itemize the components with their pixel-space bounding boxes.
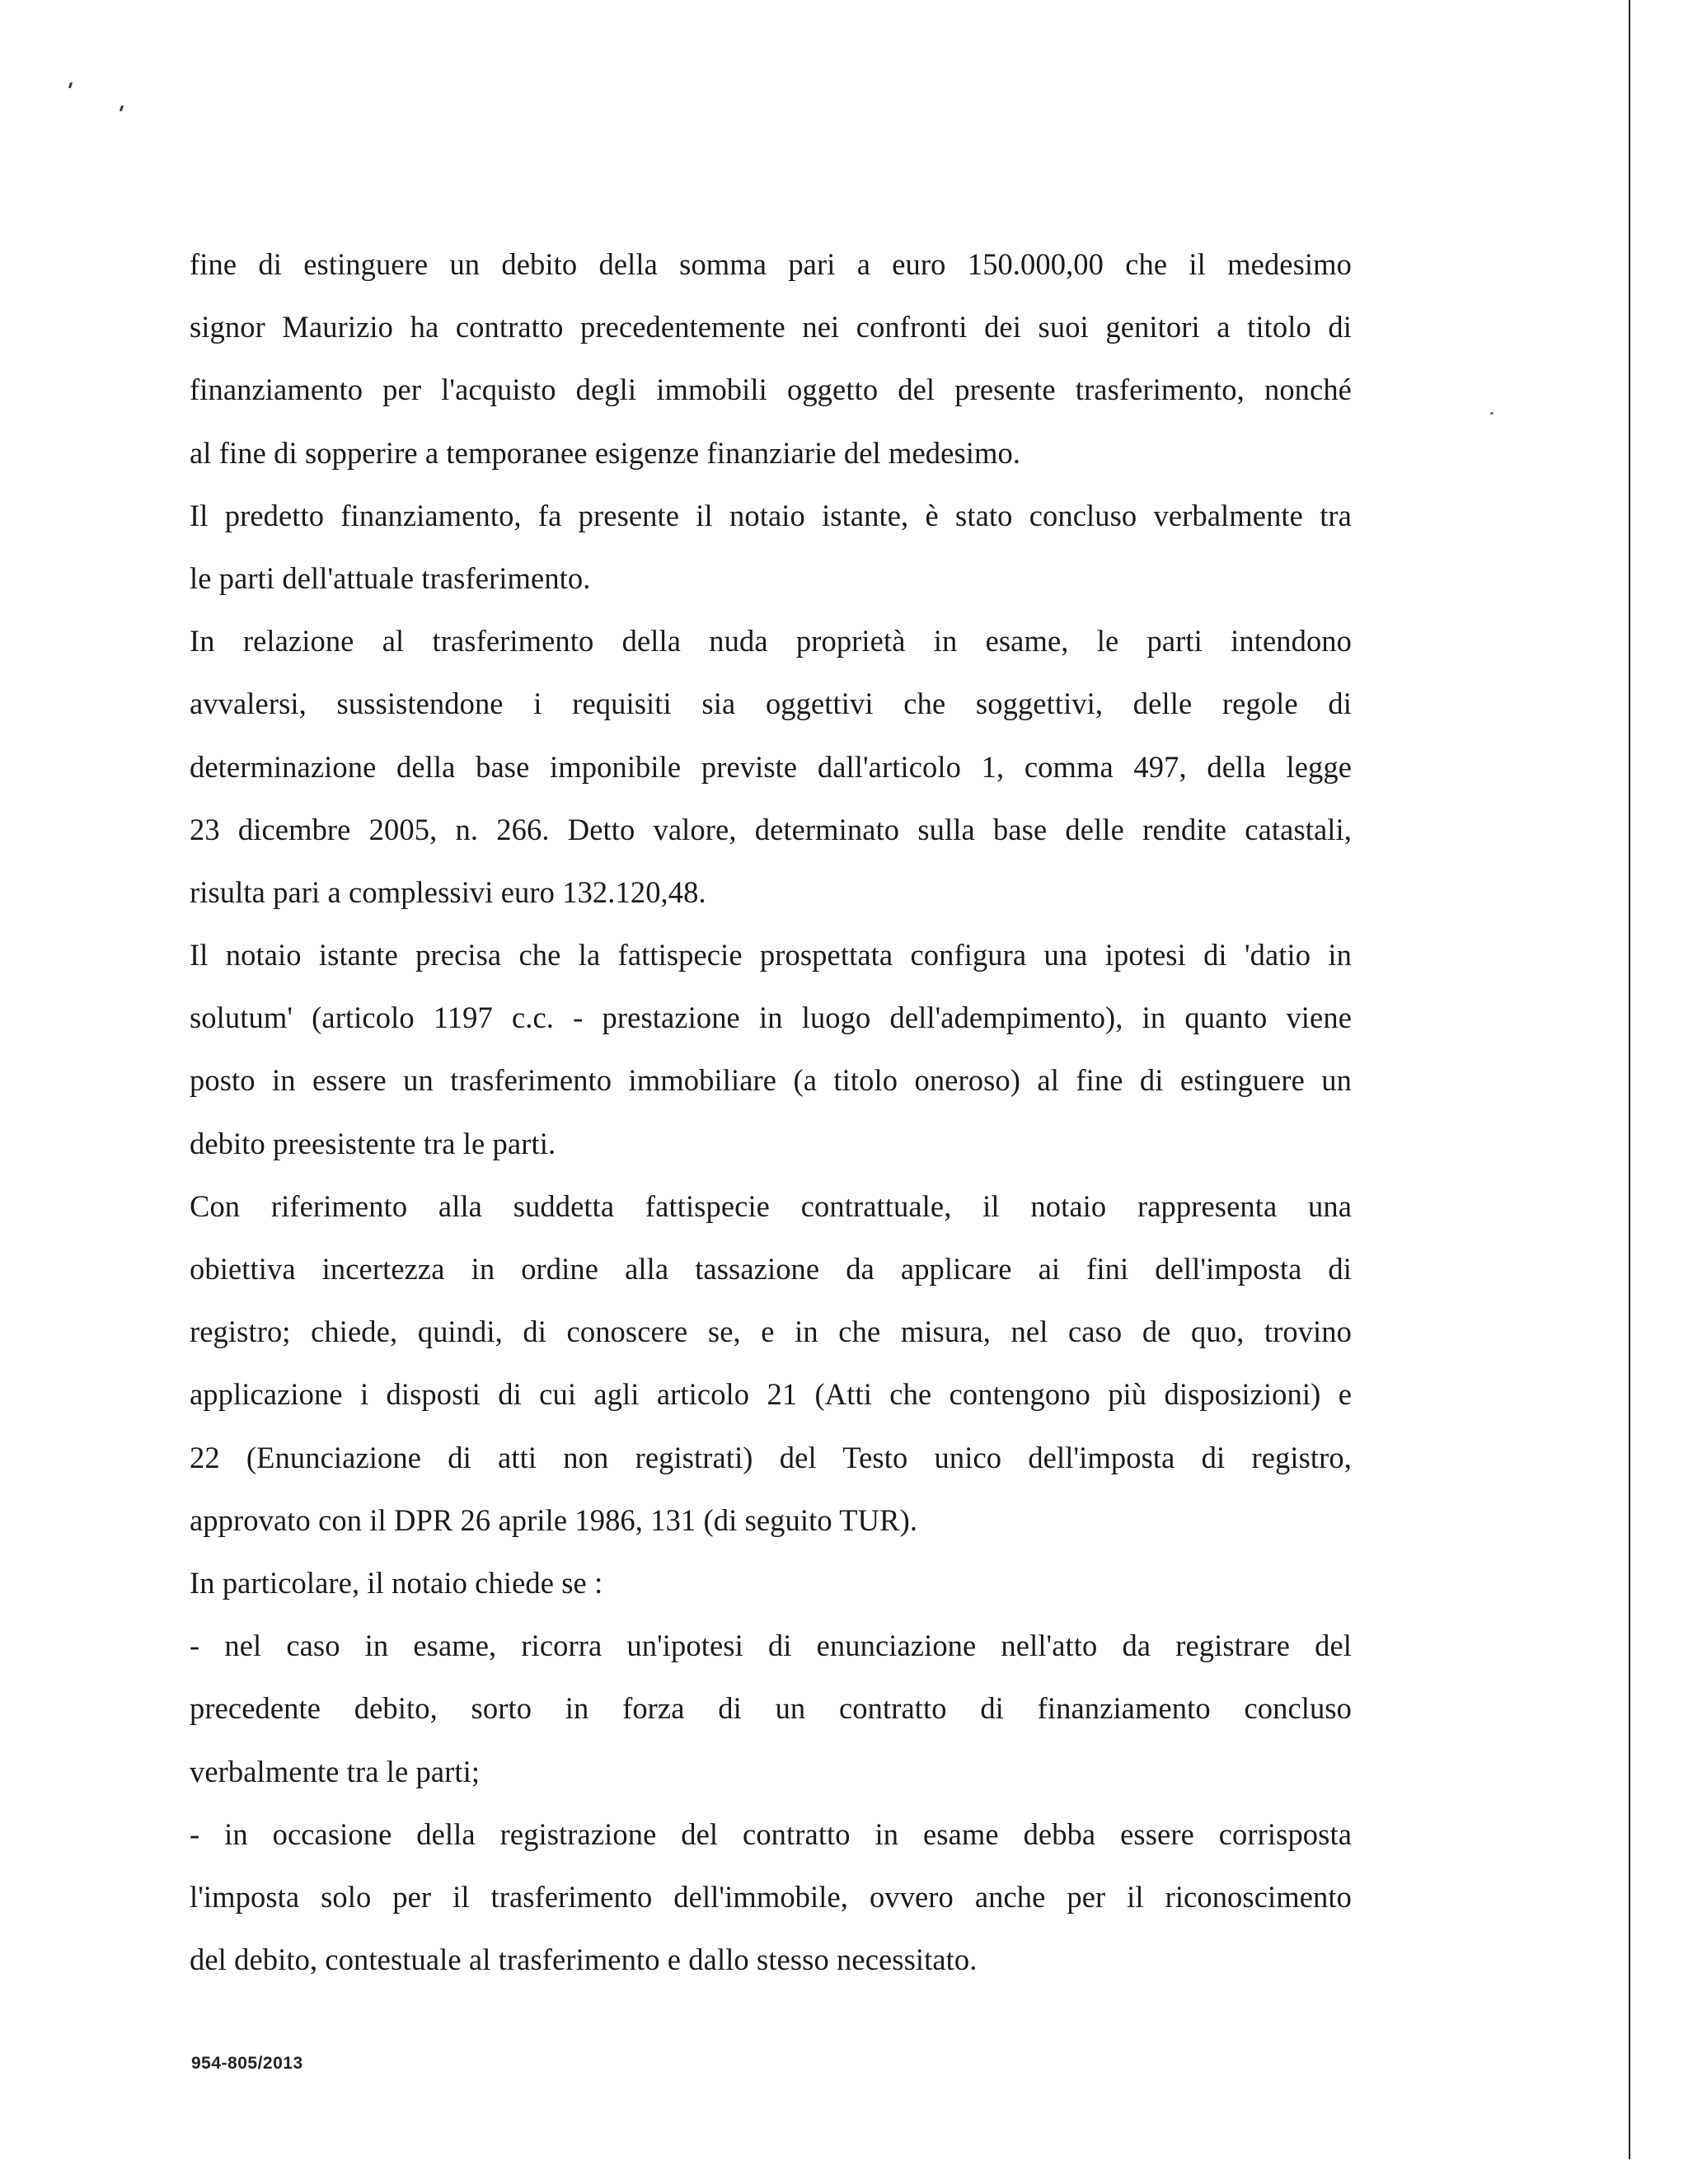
body-text-line: 23 dicembre 2005, n. 266. Detto valore, determinato sulla base delle rendite catastali, bbox=[190, 812, 1352, 846]
body-text-line: posto in essere un trasferimento immobiliare (a titolo oneroso) al fine di estinguere un bbox=[190, 1063, 1352, 1098]
body-text-line: finanziamento per l'acquisto degli immobili oggetto del presente trasferimento, nonché bbox=[190, 373, 1352, 407]
body-text-line: In relazione al trasferimento della nuda proprietà in esame, le parti intendono bbox=[190, 624, 1352, 658]
body-text-line: Il predetto finanziamento, fa presente il notaio istante, è stato concluso verbalmente tra bbox=[190, 498, 1352, 532]
body-text-line: In particolare, il notaio chiede se : bbox=[190, 1565, 603, 1600]
body-text-line: Con riferimento alla suddetta fattispecie contrattuale, il notaio rappresenta una bbox=[190, 1188, 1352, 1223]
body-text-line: applicazione i disposti di cui agli articolo 21 (Atti che contengono più disposizioni) e bbox=[190, 1377, 1352, 1412]
scan-speck bbox=[1490, 412, 1493, 415]
body-text-line: fine di estinguere un debito della somma pari a euro 150.000,00 che il medesimo bbox=[190, 247, 1352, 281]
body-text-line: verbalmente tra le parti; bbox=[190, 1754, 481, 1788]
body-text-line: debito preesistente tra le parti. bbox=[190, 1126, 556, 1160]
body-text-line: solutum' (articolo 1197 c.c. - prestazione in luogo dell'adempimento), in quanto viene bbox=[190, 1001, 1352, 1035]
body-text-line: al fine di sopperire a temporanee esigenze finanziarie del medesimo. bbox=[190, 435, 1021, 470]
body-text-line: 22 (Enunciazione di atti non registrati) del Testo unico dell'imposta di registro, bbox=[190, 1440, 1352, 1474]
scan-page-edge bbox=[1629, 0, 1630, 2159]
body-text-line: determinazione della base imponibile previste dall'articolo 1, comma 497, della legge bbox=[190, 749, 1352, 784]
body-text-line: Il notaio istante precisa che la fattispecie prospettata configura una ipotesi di 'datio in bbox=[190, 938, 1352, 972]
body-text-line: signor Maurizio ha contratto precedentemente nei confronti dei suoi genitori a titolo di bbox=[190, 310, 1352, 344]
body-text-line: le parti dell'attuale trasferimento. bbox=[190, 560, 591, 595]
document-body bbox=[190, 233, 1352, 1991]
body-text-line: l'imposta solo per il trasferimento dell'immobile, ovvero anche per il riconoscimento bbox=[190, 1879, 1352, 1914]
scan-speck bbox=[68, 82, 73, 88]
body-text-line: avvalersi, sussistendone i requisiti sia oggettivi che soggettivi, delle regole di bbox=[190, 687, 1352, 721]
body-text-line: precedente debito, sorto in forza di un contratto di finanziamento concluso bbox=[190, 1691, 1352, 1726]
body-text-line: approvato con il DPR 26 aprile 1986, 131 (di seguito TUR). bbox=[190, 1502, 918, 1537]
body-text-line: registro; chiede, quindi, di conoscere se, e in che misura, nel caso de quo, trovino bbox=[190, 1315, 1352, 1349]
body-text-line: del debito, contestuale al trasferimento e dallo stesso necessitato. bbox=[190, 1943, 978, 1977]
body-text-line: obiettiva incertezza in ordine alla tassazione da applicare ai fini dell'imposta di bbox=[190, 1252, 1352, 1286]
body-text-line: risulta pari a complessivi euro 132.120,48. bbox=[190, 874, 706, 909]
body-text-line: - in occasione della registrazione del contratto in esame debba essere corrisposta bbox=[190, 1816, 1352, 1851]
body-text-line: - nel caso in esame, ricorra un'ipotesi di enunciazione nell'atto da registrare del bbox=[190, 1629, 1352, 1663]
document-reference-number: 954-805/2013 bbox=[191, 2054, 303, 2073]
scan-speck bbox=[120, 105, 124, 111]
